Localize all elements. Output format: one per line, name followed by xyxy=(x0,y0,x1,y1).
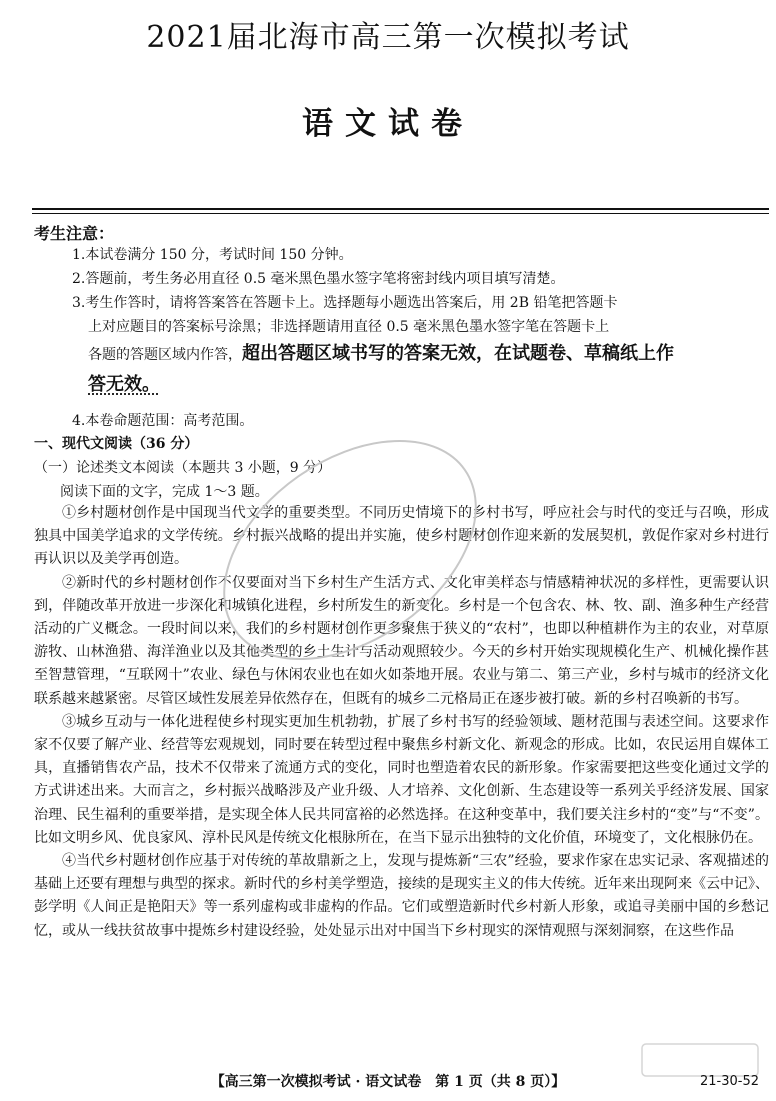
page-footer: 【高三第一次模拟考试 · 语文试卷 第 1 页（共 8 页）】 xyxy=(210,1074,566,1090)
paragraph-2: ②新时代的乡村题材创作不仅要面对当下乡村生产生活方式、文化审美样态与情感精神状况的多样性，更需要认识到，伴随改革开放进一步深化和城镇化进程，乡村所发生的新变化。乡村是一个包含农、林、牧、副、渔多种生产经营活动的广义概念。一段时间以来，我们的乡村题材创作更多聚焦于狭义的“农村”，也即以种植耕作为主的农业，对草原游牧、山林渔猎、海洋渔业以及其他类型的乡土生计与活动观照较少。今天的乡村开始实现规模化生产、机械化操作甚至智慧管理，“互联网十”农业、绿色与休闲农业也在如火如荼地开展。农业与第二、第三产业，乡村与城市的经济文化联系越来越紧密。尽管区域性发展差异依然存在，但既有的城乡二元格局正在逐步被打破。新的乡村召唤新的书写。 xyxy=(34,574,769,707)
notice-item-3-line-2: 上对应题目的答案标号涂黑；非选择题请用直径 0.5 毫米黑色墨水签字笔在答题卡上 xyxy=(88,319,610,335)
notice-item-3-line-4 xyxy=(72,370,762,401)
paragraph-4: ④当代乡村题材创作应基于对传统的革故鼎新之上，发现与提炼新“三农”经验，要求作家在忠实记录、客观描述的基础上还要有理想与典型的探求。新时代的乡村美学塑造，接续的是现实主义的伟大传统。近年来出现阿来《云中记》、彭学明《人间正是艳阳天》等一系列虚构或非虚构的作品。它们或塑造新时代乡村新人形象，或追寻美丽中国的乡愁记忆，或从一线扶贫故事中提炼乡村建设经验，处处显示出对中国当下乡村现实的深情观照与深刻洞察，在这些作品 xyxy=(34,853,769,939)
header-divider-thick xyxy=(32,208,769,210)
section-heading-part1: 一、现代文阅读（36 分） xyxy=(34,436,199,452)
paragraph-3: ③城乡互动与一体化进程使乡村现实更加生机勃勃，扩展了乡村书写的经验领域、题材范围与表述空间。这要求作家不仅要了解产业、经营等宏观规划，同时要在转型过程中聚焦乡村新文化、新观念的形成。比如，农民运用自媒体工具，直播销售农产品，技术不仅带来了流通方式的变化，同时也塑造着农民的新形象。作家需要把这些变化通过文学的方式讲述出来。大而言之，乡村振兴战略涉及产业升级、人才培养、文化创新、生态建设等一系列关乎经济发展、国家治理、民生福利的重要举措，是实现全体人民共同富裕的必然选择。在这种变革中，我们要关注乡村的“变”与“不变”。比如文明乡风、优良家风、淳朴民风是传统文化根脉所在，在当下显示出独特的文化价值，环境变了，文化根脉仍在。 xyxy=(34,713,769,846)
notice-item-2: 2.答题前，考生务必用直径 0.5 毫米黑色墨水签字笔将密封线内项目填写清楚。 xyxy=(72,271,565,287)
notice-invalid-warning: 超出答题区域书写的答案无效，在试题卷、草稿纸上作 xyxy=(242,343,674,364)
notice-item-4: 4.本卷命题范围：高考范围。 xyxy=(72,413,254,429)
notice-heading: 考生注意： xyxy=(34,224,115,243)
paragraph-1: ①乡村题材创作是中国现当代文学的重要类型。不同历史情境下的乡村书写，呼应社会与时代的变迁与召唤，形成独具中国美学追求的文学传统。乡村振兴战略的提出并实施，使乡村题材创作迎来新的发展契机，敦促作家对乡村进行再认识以及美学再创造。 xyxy=(34,505,769,568)
notice-item-3-line-1: 3.考生作答时，请将答案答在答题卡上。选择题每小题选出答案后，用 2B 铅笔把答题卡 xyxy=(72,295,618,311)
exam-title: 2021届北海市高三第一次模拟考试 xyxy=(146,20,630,55)
header-divider-thin xyxy=(32,213,769,214)
footer-code: 21-30-52 xyxy=(700,1074,760,1089)
notice-list xyxy=(72,243,762,433)
notice-item-3-answer-area: 各题的答题区域内作答， xyxy=(88,347,242,363)
notice-invalid-warning-end: 答无效。 xyxy=(88,374,160,395)
reading-instruction: 阅读下面的文字，完成 1～3 题。 xyxy=(60,484,269,500)
reading-passage xyxy=(34,502,769,943)
notice-item-1: 1.本试卷满分 150 分，考试时间 150 分钟。 xyxy=(72,247,353,263)
subject-title: 语文试卷 xyxy=(302,106,474,142)
section-subheading: （一）论述类文本阅读（本题共 3 小题，9 分） xyxy=(34,460,332,476)
notice-item-3-line-3 xyxy=(72,339,762,370)
